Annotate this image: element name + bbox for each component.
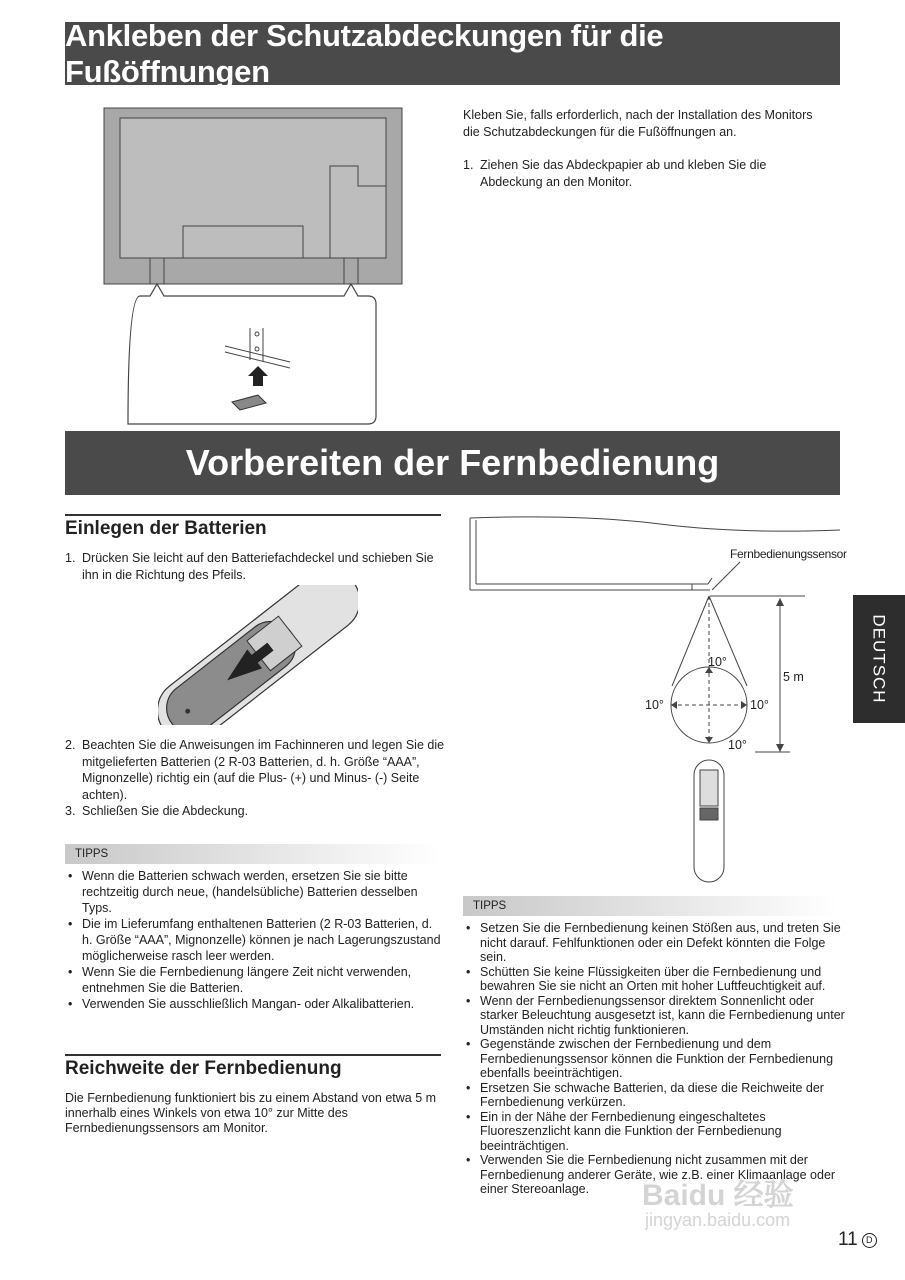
list-item: • Setzen Sie die Fernbedienung keinen Stößen aus, und treten Sie nicht darauf. Fehlfunktionen oder ein Defekt könnten die Folge sein. [463,921,845,965]
list-item: • Gegenstände zwischen der Fernbedienung und dem Fernbedienungssensor können die Funktion der Fernbedienung ebenfalls beeinträchtigen. [463,1037,845,1081]
list-item: • Wenn Sie die Fernbedienung längere Zeit nicht verwenden, entnehmen Sie die Batterien. [65,964,445,996]
step-number: 1. [463,158,474,172]
list-item: • Wenn die Batterien schwach werden, ersetzen Sie sie bitte rechtzeitig durch neue, (handelsübliche) Batterien desselben Typs. [65,868,445,916]
page-marker: D [862,1233,877,1248]
list-item: • Wenn der Fernbedienungssensor direktem Sonnenlicht oder starker Beleuchtung ausgesetzt ist, kann die Fernbedienung unter Umständen nicht richtig funktionieren. [463,994,845,1038]
list-item: • Verwenden Sie ausschließlich Mangan- oder Alkalibatterien. [65,996,445,1012]
monitor-back-illustration [100,104,410,426]
watermark: Baidu 经验 [642,1179,794,1212]
list-item: • Ersetzen Sie schwache Batterien, da diese die Reichweite der Fernbedienung verkürzen. [463,1081,845,1110]
step-number: 2. [65,738,76,752]
watermark-url: jingyan.baidu.com [645,1210,791,1230]
remote-tips-list [463,921,845,1197]
page-number-value: 11 [838,1229,858,1250]
angle-right-label: 10° [750,698,769,712]
battery-step-3 [65,803,445,820]
step-number: 1. [65,551,76,565]
foot-covers-step-1 [463,157,828,190]
list-item: • Die im Lieferumfang enthaltenen Batterien (2 R-03 Batterien, d. h. Größe “AAA”, Mignonzelle) können je nach Lagerungszustand möglicherweise rasch leer werden. [65,916,445,964]
angle-top-label: 10° [708,655,727,669]
list-item: • Ein in der Nähe der Fernbedienung eingeschaltetes Fluoreszenzlicht kann die Funktion der Fernbedienung beeinträchtigen. [463,1110,845,1154]
step-number: 3. [65,804,76,818]
foot-covers-intro: Kleben Sie, falls erforderlich, nach der Installation des Monitors die Schutzabdeckungen für die Fußöffnungen an. [463,108,813,139]
step-text: Drücken Sie leicht auf den Batteriefachdeckel und schieben Sie ihn in die Richtung des Pfeils. [82,551,434,582]
angle-bottom-label: 10° [728,738,747,752]
tips-label: TIPPS [65,844,440,864]
step-text: Beachten Sie die Anweisungen im Fachinneren und legen Sie die mitgelieferten Batterien (2 R-03 Batterien, d. h. Größe “AAA”, Mignonzelle) richtig ein (auf die Plus- (+) und Minus- (-) Seite achten). [82,738,445,802]
remote-battery-cover-illustration [158,585,358,725]
language-label: DEUTSCH [870,614,890,704]
distance-label: 5 m [783,670,804,684]
heading-remote-range: Reichweite der Fernbedienung [65,1054,441,1080]
list-item: • Verwenden Sie die Fernbedienung nicht zusammen mit der Fernbedienung anderer Geräte, wie z.B. einer Klimaanlage oder einer Stereoanlage. [463,1153,845,1197]
step-text: Schließen Sie die Abdeckung. [82,804,249,818]
section-title-foot-covers: Ankleben der Schutzabdeckungen für die Fußöffnungen [65,22,840,85]
battery-step-2 [65,737,445,803]
angle-left-label: 10° [645,698,664,712]
list-item: • Schütten Sie keine Flüssigkeiten über die Fernbedienung und bewahren Sie sie nicht an Orten mit hoher Luftfeuchtigkeit auf. [463,965,845,994]
range-description: Die Fernbedienung funktioniert bis zu einem Abstand von etwa 5 m innerhalb eines Winkels von etwa 10° zur Mitte des Fernbedienungssensors am Monitor. [65,1091,437,1135]
page-number [838,1229,877,1251]
step-text: Ziehen Sie das Abdeckpapier ab und kleben Sie die Abdeckung an den Monitor. [480,158,767,189]
heading-insert-batteries: Einlegen der Batterien [65,514,441,540]
battery-tips-list [65,868,445,1012]
battery-step-1 [65,550,445,583]
sensor-label: Fernbedienungssensor [730,547,847,561]
language-tab [853,595,905,723]
section-title-remote-prep: Vorbereiten der Fernbedienung [65,431,840,495]
tips-label: TIPPS [463,896,838,916]
